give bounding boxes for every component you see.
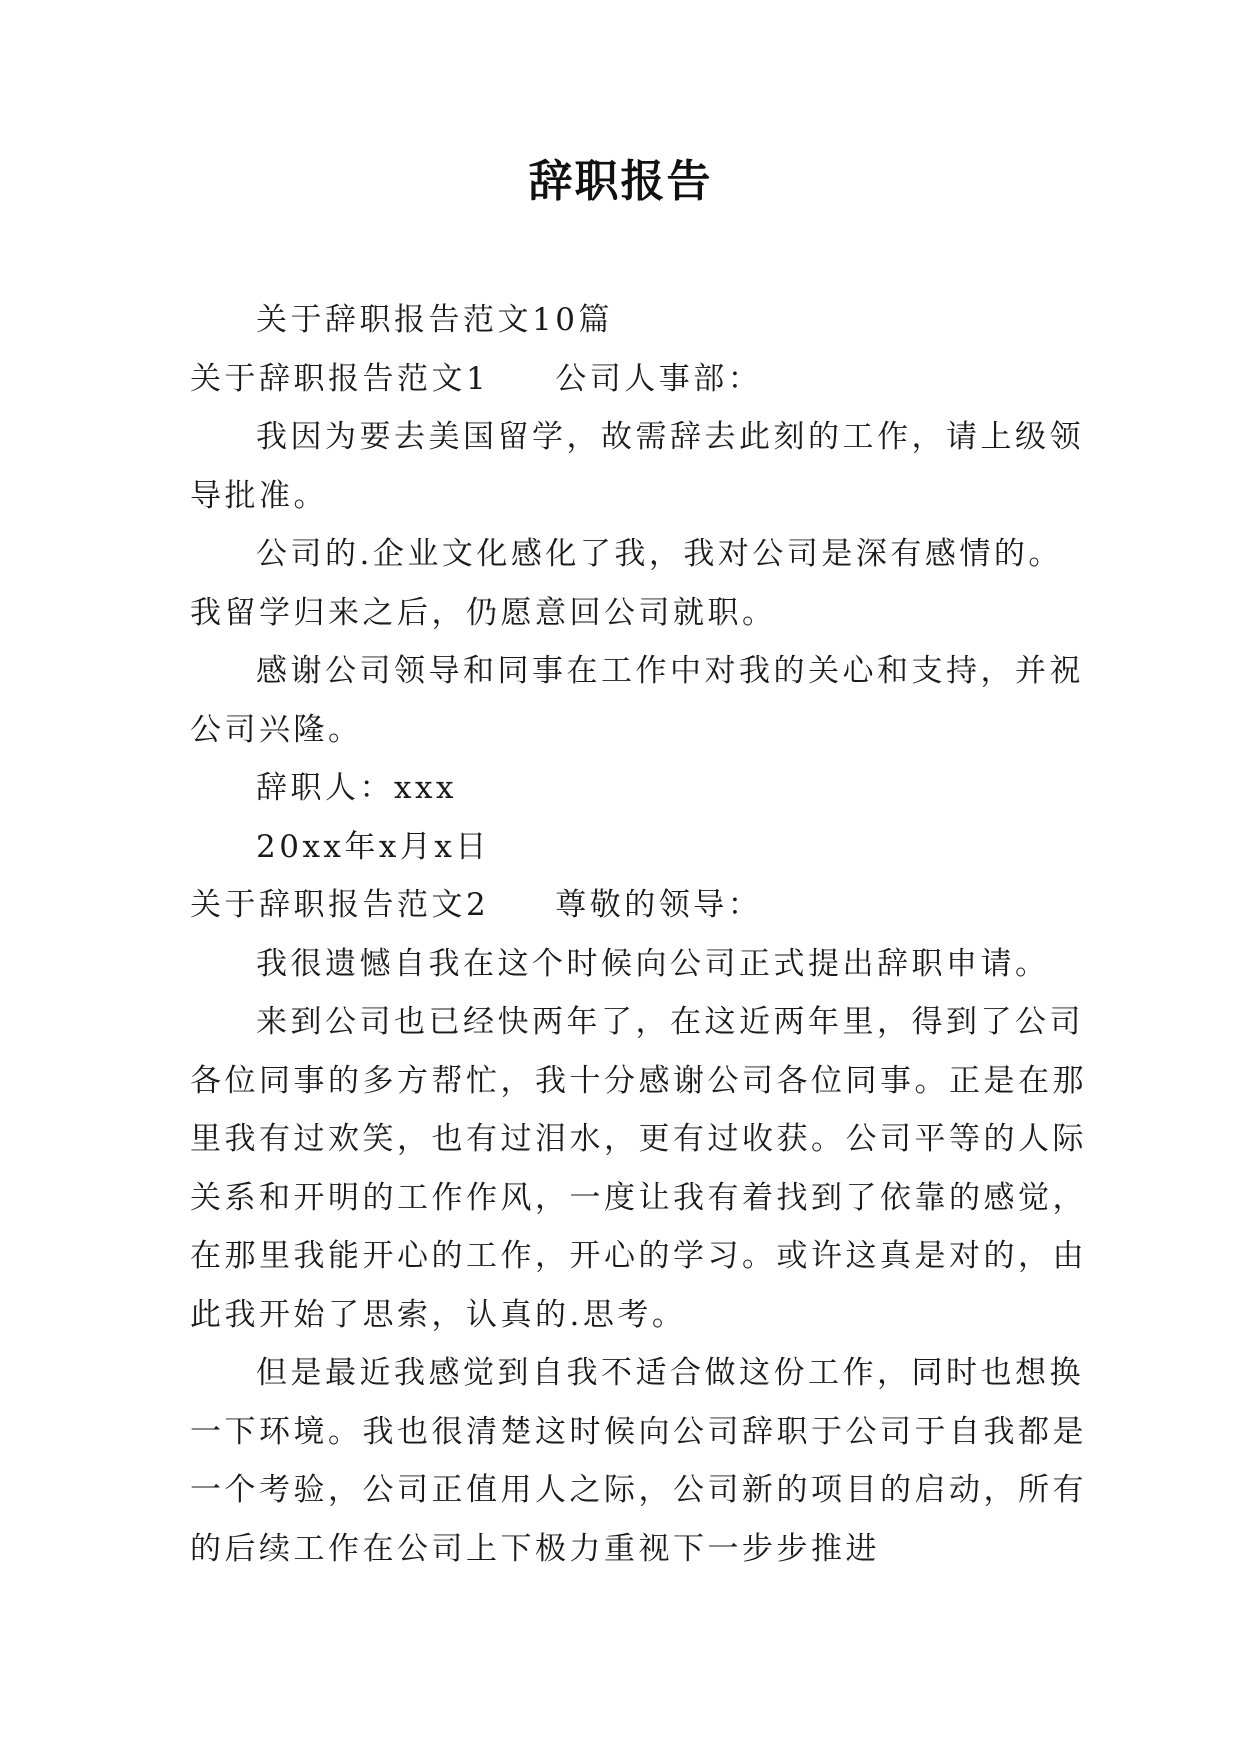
text-line [190,584,1060,643]
text-line [190,1403,1087,1462]
line-text: 来到公司也已经快两年了，在这近两年里，得到了公司 [256,1004,1084,1040]
text-line [190,1461,1087,1520]
line-text: 但是最近我感觉到自我不适合做这份工作，同时也想换 [256,1355,1084,1391]
text-line [190,467,1060,526]
text-line [190,1169,1087,1228]
line-text: 一个考验，公司正值用人之际，公司新的项目的启动，所有 [190,1472,1087,1508]
line-text: 关系和开明的工作作风，一度让我有着找到了依靠的感觉， [190,1179,1087,1216]
line-text: 我因为要去美国留学，故需辞去此刻的工作，请上级领 [256,419,1084,455]
line-text: 公司兴隆。 [190,711,363,748]
date-line [190,818,1060,877]
text-line [190,1227,1087,1286]
text-line [190,701,1060,760]
section-heading: 关于辞职报告范文2 [190,887,490,923]
line-text: 各位同事的多方帮忙，我十分感谢公司各位同事。正是在那 [190,1062,1087,1099]
line-text: 公司的.企业文化感化了我，我对公司是深有感情的。 [256,536,1063,572]
text-line [190,935,1060,994]
text-line [190,642,1084,701]
salutation: 尊敬的领导： [555,887,763,923]
line-text: 此我开始了思索，认真的.思考。 [190,1296,687,1333]
line-text: 的后续工作在公司上下极力重视下一步步推进 [190,1530,880,1567]
line-text: 里我有过欢笑，也有过泪水，更有过收获。公司平等的人际 [190,1121,1087,1157]
text-line [190,993,1084,1052]
text-line [190,408,1084,467]
signature-line [190,759,1060,818]
text-line [190,1344,1084,1403]
line-text: 我很遗憾自我在这个时候向公司正式提出辞职申请。 [256,945,1050,982]
section-heading-line [190,876,1060,935]
text-line [190,1286,1060,1345]
text-line [190,1520,1060,1579]
date-text: 20xx年x月x日 [256,828,490,865]
text-line [190,1110,1087,1169]
section-heading-line [190,350,1060,409]
document-title: 辞职报告 [528,156,713,207]
line-text: 在那里我能开心的工作，开心的学习。或许这真是对的，由 [190,1238,1087,1274]
line-text: 我留学归来之后，仍愿意回公司就职。 [190,594,777,631]
line-text: 感谢公司领导和同事在工作中对我的关心和支持，并祝 [256,653,1084,689]
text-line [190,291,1060,350]
line-text: 一下环境。我也很清楚这时候向公司辞职于公司于自我都是 [190,1413,1087,1450]
section-heading: 关于辞职报告范文1 [190,360,490,397]
salutation: 公司人事部： [555,360,763,397]
text-line [190,525,1063,584]
text-line [190,1052,1087,1111]
line-text: 关于辞职报告范文10篇 [256,302,613,338]
signature-text: 辞职人：xxx [256,770,457,806]
document-body [190,291,1087,1578]
line-text: 导批准。 [190,477,328,514]
